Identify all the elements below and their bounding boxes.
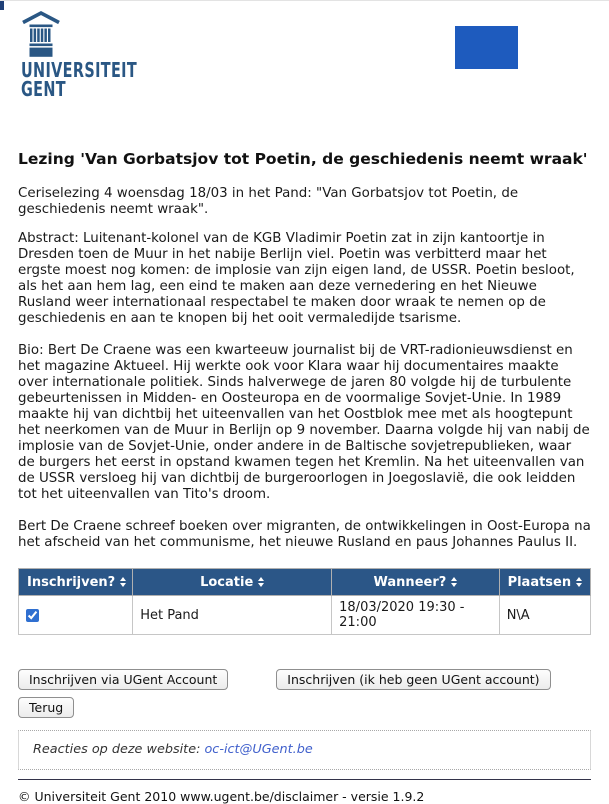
column-header-locatie[interactable]	[133, 569, 332, 596]
inschrijven-cell	[19, 596, 133, 635]
column-label: Plaatsen	[507, 574, 572, 590]
column-header-plaatsen[interactable]	[499, 569, 590, 596]
university-temple-icon	[21, 9, 61, 57]
intro-paragraph: Ceriselezing 4 woensdag 18/03 in het Pand: "Van Gorbatsjov tot Poetin, de geschiedenis neemt wraak".	[18, 186, 519, 217]
column-label: Inschrijven?	[27, 574, 116, 590]
sort-icon[interactable]	[576, 577, 582, 587]
wanneer-cell: 18/03/2020 19:30 - 21:00	[332, 596, 500, 635]
sort-icon[interactable]	[120, 577, 126, 587]
plaatsen-cell: N\A	[499, 596, 590, 635]
inschrijven-ugent-button[interactable]: Inschrijven via UGent Account	[18, 669, 228, 690]
brand-line2: GENT	[21, 77, 66, 101]
inschrijven-checkbox[interactable]	[26, 609, 39, 622]
blue-rectangle-image	[455, 26, 518, 69]
column-label: Locatie	[200, 574, 254, 590]
feedback-email-link[interactable]: oc-ict@UGent.be	[204, 742, 313, 757]
abstract-paragraph: Abstract: Luitenant-kolonel van de KGB Vladimir Poetin zat in zijn kantoortje in Dresden toen de Muur in het nabije Berlijn viel. Poetin was verbitterd maar het ergste moest nog komen: de implosie van zijn eigen land, de USSR. Poetin besloot, als het aan hem lag, een eind te maken aan deze vernedering en het Nieuwe Rusland weer internationaal respectabel te maken door wraak te nemen op de geschiedenis en aan te knopen bij het ooit vermaledijde tsarisme.	[18, 231, 575, 326]
inschrijven-geen-account-button[interactable]: Inschrijven (ik heb geen UGent account)	[276, 669, 550, 690]
sessions-table	[18, 568, 591, 635]
column-header-inschrijven[interactable]	[19, 569, 133, 596]
terug-row	[18, 697, 591, 718]
brand-text	[21, 58, 138, 101]
books-paragraph: Bert De Craene schreef boeken over migranten, de ontwikkelingen in Oost-Europa na het afscheid van het communisme, het nieuwe Rusland en paus Johannes Paulus II.	[18, 519, 591, 550]
ugent-logo	[21, 9, 182, 99]
page-title: Lezing 'Van Gorbatsjov tot Poetin, de geschiedenis neemt wraak'	[18, 150, 588, 168]
button-row	[18, 669, 591, 690]
table-header-row	[19, 569, 591, 596]
feedback-label: Reacties op deze website:	[33, 742, 201, 757]
column-label: Wanneer?	[373, 574, 447, 590]
table-row	[19, 596, 591, 635]
header	[0, 1, 609, 131]
copyright-text: © Universiteit Gent 2010 www.ugent.be/disclaimer - versie 1.9.2	[18, 789, 425, 804]
main-content	[18, 150, 591, 804]
locatie-cell: Het Pand	[133, 596, 332, 635]
terug-button[interactable]: Terug	[18, 697, 74, 718]
sort-icon[interactable]	[258, 577, 264, 587]
bio-paragraph: Bio: Bert De Craene was een kwarteeuw journalist bij de VRT-radionieuwsdienst en het magazine Aktueel. Hij werkte ook voor Klara waar hij documentaires maakte over internationale politiek. Sinds halverwege de jaren 80 volgde hij de turbulente gebeurtenissen in Midden- en Oosteuropa en de voormalige Sovjet-Unie. In 1989 maakte hij van dichtbij het uiteenvallen van het Oostblok mee met als hoogtepunt het neerkomen van de Muur in Berlijn op 9 november. Daarna volgde hij van nabij de implosie van de Sovjet-Unie, onder andere in de Baltische sovjetrepublieken, waar de burgers het eerst in opstand kwamen tegen het Kremlin. Na het uiteenvallen van de USSR versloeg hij van dichtbij de burgeroorlogen in Joegoslavië, die ook leidden tot het uiteenvallen van Tito's droom.	[18, 343, 590, 502]
brand-line1: UNIVERSITEIT	[21, 58, 138, 82]
column-header-wanneer[interactable]	[332, 569, 500, 596]
feedback-box	[18, 730, 591, 770]
footer-divider	[18, 779, 591, 780]
sort-icon[interactable]	[451, 577, 457, 587]
